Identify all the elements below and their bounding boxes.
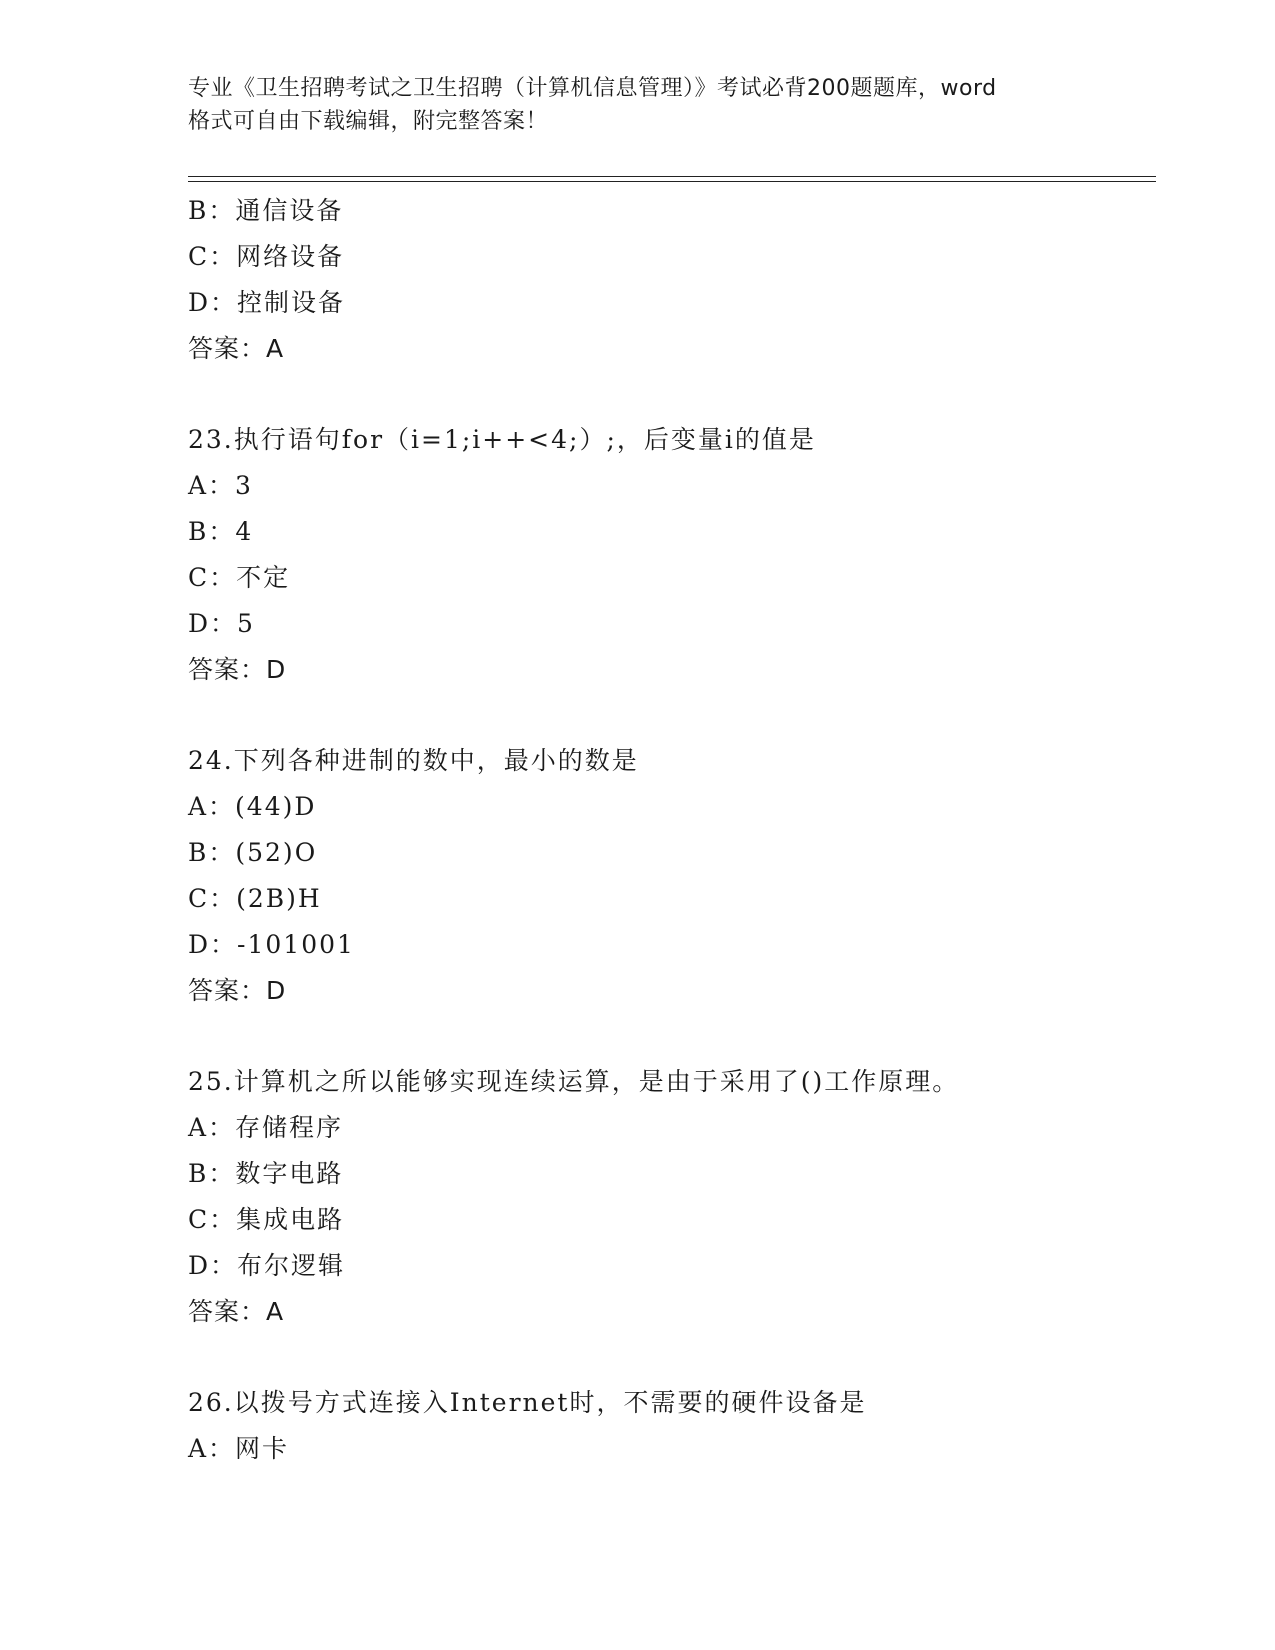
answer-line: 答案：D	[188, 655, 287, 684]
question-24	[188, 738, 1156, 1014]
spacer	[188, 372, 1156, 417]
option-c: C：网络设备	[188, 242, 345, 271]
option-c: C：(2B)H	[188, 884, 322, 913]
header-title-line-1: 专业《卫生招聘考试之卫生招聘（计算机信息管理）》考试必背200题题库，word	[188, 76, 997, 101]
option-b: B：数字电路	[188, 1159, 344, 1188]
question-25	[188, 1059, 1156, 1335]
header-divider-bottom	[188, 181, 1156, 182]
header-divider-top	[188, 176, 1156, 177]
option-d: D：控制设备	[188, 288, 346, 317]
question-26	[188, 1380, 1156, 1472]
option-b: B：通信设备	[188, 196, 344, 225]
option-a: A：(44)D	[188, 792, 317, 821]
answer-line: 答案：D	[188, 976, 287, 1005]
question-text: 24.下列各种进制的数中，最小的数是	[188, 746, 639, 775]
option-d: D：5	[188, 609, 255, 638]
question-text: 25.计算机之所以能够实现连续运算，是由于采用了()工作原理。	[188, 1067, 960, 1096]
spacer	[188, 693, 1156, 738]
question-text: 26.以拨号方式连接入Internet时，不需要的硬件设备是	[188, 1388, 867, 1417]
option-c: C：不定	[188, 563, 291, 592]
option-b: B：4	[188, 517, 254, 546]
option-a: A：存储程序	[188, 1113, 344, 1142]
question-text: 23.执行语句for（i=1;i++<4;）;，后变量i的值是	[188, 425, 816, 454]
spacer	[188, 1335, 1156, 1380]
option-c: C：集成电路	[188, 1205, 345, 1234]
option-a: A：网卡	[188, 1434, 290, 1463]
option-a: A：3	[188, 471, 253, 500]
option-d: D：-101001	[188, 930, 355, 959]
document-header	[188, 72, 1088, 138]
question-22-continued	[188, 188, 1156, 372]
question-list	[188, 188, 1156, 1472]
option-d: D：布尔逻辑	[188, 1251, 346, 1280]
question-23	[188, 417, 1156, 693]
spacer	[188, 1014, 1156, 1059]
answer-line: 答案：A	[188, 334, 285, 363]
answer-line: 答案：A	[188, 1297, 285, 1326]
header-title-line-2: 格式可自由下载编辑，附完整答案！	[188, 109, 549, 134]
option-b: B：(52)O	[188, 838, 318, 867]
